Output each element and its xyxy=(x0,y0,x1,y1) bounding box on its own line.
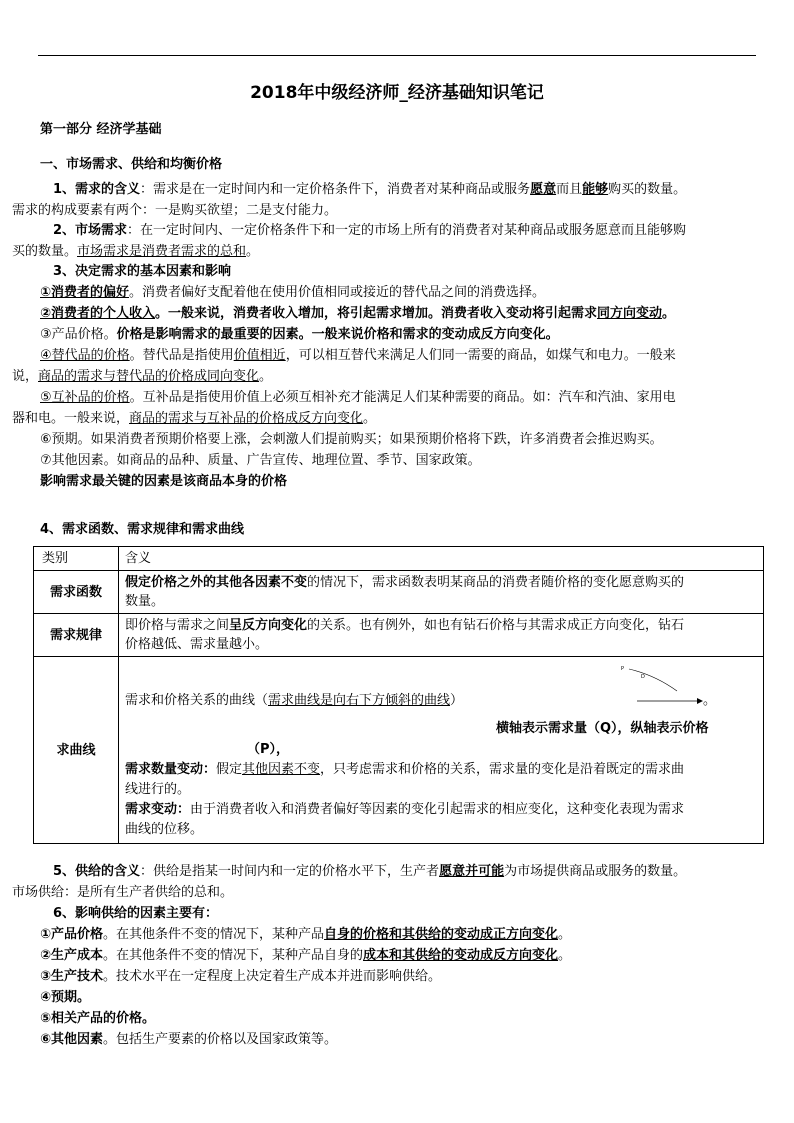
table-row xyxy=(34,657,764,844)
emphasis: ③生产技术 xyxy=(40,969,104,984)
curve-definition xyxy=(125,691,755,710)
curve-axes: 横轴表示需求量（Q），纵轴表示价格 xyxy=(496,721,709,736)
part-heading: 第一部分 经济学基础 xyxy=(40,122,162,137)
text: ，可以相互替代来满足人们同一需要的商品，如煤气和电力。一般来 xyxy=(285,348,676,363)
emphasis: 需求数量变动： xyxy=(125,762,217,777)
text: 。在其他条件不变的情况下，某种产品 xyxy=(103,927,325,942)
emphasis: ⑥其他因素 xyxy=(40,1032,104,1047)
text: 6、影响供给的因素主要有： xyxy=(53,906,219,921)
demand-quantity-change-cont: 线进行的。 xyxy=(125,782,191,797)
supply-factor-price xyxy=(40,925,760,945)
demand-change-cont: 曲线的位移。 xyxy=(125,822,204,837)
factor-complement-cont xyxy=(12,409,732,429)
emphasis: ①产品价格 xyxy=(40,927,104,942)
curve-period: 。 xyxy=(703,693,717,708)
demand-change xyxy=(125,800,755,819)
text: ⑤相关产品的价格 xyxy=(40,1011,143,1026)
factors-heading xyxy=(40,262,760,282)
market-demand-cont xyxy=(12,242,732,262)
demand-quantity-change xyxy=(125,760,755,779)
table-heading: 4、需求函数、需求规律和需求曲线 xyxy=(40,522,245,537)
row-key-demand-function: 需求函数 xyxy=(34,571,119,614)
section-heading: 一、市场需求、供给和均衡价格 xyxy=(40,157,223,172)
text: 即价格与需求之间 xyxy=(125,618,230,633)
table-header-category: 类别 xyxy=(34,547,119,571)
factor-preference xyxy=(40,283,760,303)
row-value-demand-curve xyxy=(119,657,764,844)
text: 。消费者偏好支配着他在使用价值相同或接近的替代品之间的消费选择。 xyxy=(129,285,546,300)
text: ④预期 xyxy=(40,990,78,1005)
text: 。互补品是指使用价值上必须互相补充才能满足人们某种需要的商品。如：汽车和汽油、家用电 xyxy=(129,390,676,405)
emphasis: 其他因素不变 xyxy=(242,762,321,777)
text: 购买的数量。 xyxy=(608,182,687,197)
text: 数量。 xyxy=(125,594,165,609)
text: 。一般来说，消费者收入增加，将引起需求增加。消费者收入变动将引起需求 xyxy=(155,306,598,321)
text: 的关系。也有例外，如也有钻石价格与其需求成正方向变化，钻石 xyxy=(307,618,685,633)
emphasis: 价值相近 xyxy=(233,348,286,363)
text: 。 xyxy=(558,927,572,942)
text: 。 xyxy=(103,327,117,342)
text: 买的数量。 xyxy=(12,244,78,259)
factor-other: ⑦其他因素。如商品的品种、质量、广告宣传、地理位置、季节、国家政策。 xyxy=(40,453,481,468)
text: 器和电。一般来说， xyxy=(12,411,130,426)
factor-income xyxy=(40,304,760,324)
table-header-meaning: 含义 xyxy=(119,547,764,571)
emphasis: ①消费者的偏好 xyxy=(40,285,130,300)
factor-expectation: ⑥预期。如果消费者预期价格要上涨，会刺激人们提前购买；如果预期价格将下跌，许多消费者会推迟购买。 xyxy=(40,432,663,447)
supply-factor-technology xyxy=(40,967,760,987)
mini-curve xyxy=(629,669,677,691)
emphasis: 商品的需求与互补品的价格成反方向变化 xyxy=(129,411,364,426)
text: ：需求是在一定时间内和一定价格条件下，消费者对某种商品或服务 xyxy=(140,182,531,197)
text: 。 xyxy=(77,990,91,1005)
emphasis: 假定价格之外的其他各因素不变 xyxy=(125,575,308,590)
supply-definition-label: 5、供给的含义 xyxy=(53,864,141,879)
emphasis: 同方向变动 xyxy=(597,306,663,321)
demand-elements: 需求的构成要素有两个：一是购买欲望；二是支付能力。 xyxy=(12,203,338,218)
text: 。 xyxy=(259,369,273,384)
text: 假定 xyxy=(216,762,243,777)
row-key-demand-curve: 求曲线 xyxy=(34,657,119,844)
text: 。替代品是指使用 xyxy=(129,348,234,363)
text: 。 xyxy=(662,306,676,321)
mini-axis-p: P xyxy=(621,666,625,672)
text: 价格越低、需求量越小。 xyxy=(125,637,269,652)
text: 的情况下，需求函数表明某商品的消费者随价格的变化愿意购买的 xyxy=(307,575,685,590)
emphasis: ④替代品的价格 xyxy=(40,348,130,363)
demand-table xyxy=(33,546,764,844)
supply-factor-cost xyxy=(40,946,760,966)
row-value-demand-law xyxy=(119,614,764,657)
market-demand xyxy=(40,221,760,241)
row-key-demand-law: 需求规律 xyxy=(34,614,119,657)
key-factor: 影响需求最关键的因素是该商品本身的价格 xyxy=(40,474,288,489)
text: ：在一定时间内、一定价格条件下和一定的市场上所有的消费者对某种商品或服务愿意而且能够购 xyxy=(127,223,687,238)
text: 3、决定需求的基本因素和影响 xyxy=(53,264,232,279)
text: 由于消费者收入和消费者偏好等因素的变化引起需求的相应变化，这种变化表现为需求 xyxy=(190,802,685,817)
factor-substitute-cont xyxy=(12,367,732,387)
document-title: 2018年中级经济师_经济基础知识笔记 xyxy=(250,83,544,103)
emphasis: 市场需求是消费者需求的总和 xyxy=(77,244,247,259)
text: 。 xyxy=(142,1011,156,1026)
table-row xyxy=(34,571,764,614)
text: ：供给是指某一时间内和一定的价格水平下，生产者 xyxy=(140,864,440,879)
supply-definition xyxy=(40,862,760,882)
market-demand-label: 2、市场需求 xyxy=(53,223,128,238)
emphasis: 价格是影响需求的最重要的因素。一般来说价格和需求的变动成反方向变化。 xyxy=(116,327,559,342)
emphasis: 愿意并可能 xyxy=(439,864,505,879)
table-row xyxy=(34,614,764,657)
curve-axes-p: （P）， xyxy=(247,742,290,757)
text: 而且 xyxy=(556,182,583,197)
supply-factor-related xyxy=(40,1009,760,1029)
emphasis: ②消费者的个人收入 xyxy=(40,306,156,321)
demand-definition-label: 1、需求的含义 xyxy=(53,182,141,197)
text: 。包括生产要素的价格以及国家政策等。 xyxy=(103,1032,338,1047)
emphasis: 自身的价格和其供给的变动成正方向变化 xyxy=(324,927,559,942)
text: 。 xyxy=(363,411,377,426)
demand-definition xyxy=(40,180,760,200)
header-rule xyxy=(38,55,756,56)
supply-factor-expectation xyxy=(40,988,760,1008)
text: 。技术水平在一定程度上决定着生产成本并进而影响供给。 xyxy=(103,969,442,984)
emphasis: 能够 xyxy=(582,182,609,197)
row-value-demand-function xyxy=(119,571,764,614)
market-supply: 市场供给：是所有生产者供给的总和。 xyxy=(12,885,234,900)
text: 需求和价格关系的曲线（ xyxy=(125,693,269,708)
emphasis: 商品的需求与替代品的价格成同向变化 xyxy=(38,369,260,384)
supply-factors-heading xyxy=(40,904,760,924)
text: 。在其他条件不变的情况下，某种产品自身的 xyxy=(103,948,364,963)
factor-substitute xyxy=(40,346,760,366)
text: 说， xyxy=(12,369,39,384)
emphasis: ⑤互补品的价格 xyxy=(40,390,130,405)
supply-factor-other xyxy=(40,1030,760,1050)
text: 。 xyxy=(246,244,260,259)
text: ） xyxy=(450,693,464,708)
factor-price xyxy=(40,325,760,345)
text: 为市场提供商品或服务的数量。 xyxy=(504,864,687,879)
text: ，只考虑需求和价格的关系，需求量的变化是沿着既定的需求曲 xyxy=(320,762,685,777)
emphasis: 愿意 xyxy=(530,182,557,197)
emphasis: 需求变动： xyxy=(125,802,191,817)
text: ③产品价格 xyxy=(40,327,104,342)
emphasis: ②生产成本 xyxy=(40,948,104,963)
emphasis: 需求曲线是向右下方倾斜的曲线 xyxy=(268,693,451,708)
table-header-row xyxy=(34,547,764,571)
mini-curve-d: D xyxy=(641,674,645,680)
emphasis: 成本和其供给的变动成反方向变化 xyxy=(363,948,559,963)
emphasis: 呈反方向变化 xyxy=(229,618,308,633)
factor-complement xyxy=(40,388,760,408)
text: 。 xyxy=(558,948,572,963)
